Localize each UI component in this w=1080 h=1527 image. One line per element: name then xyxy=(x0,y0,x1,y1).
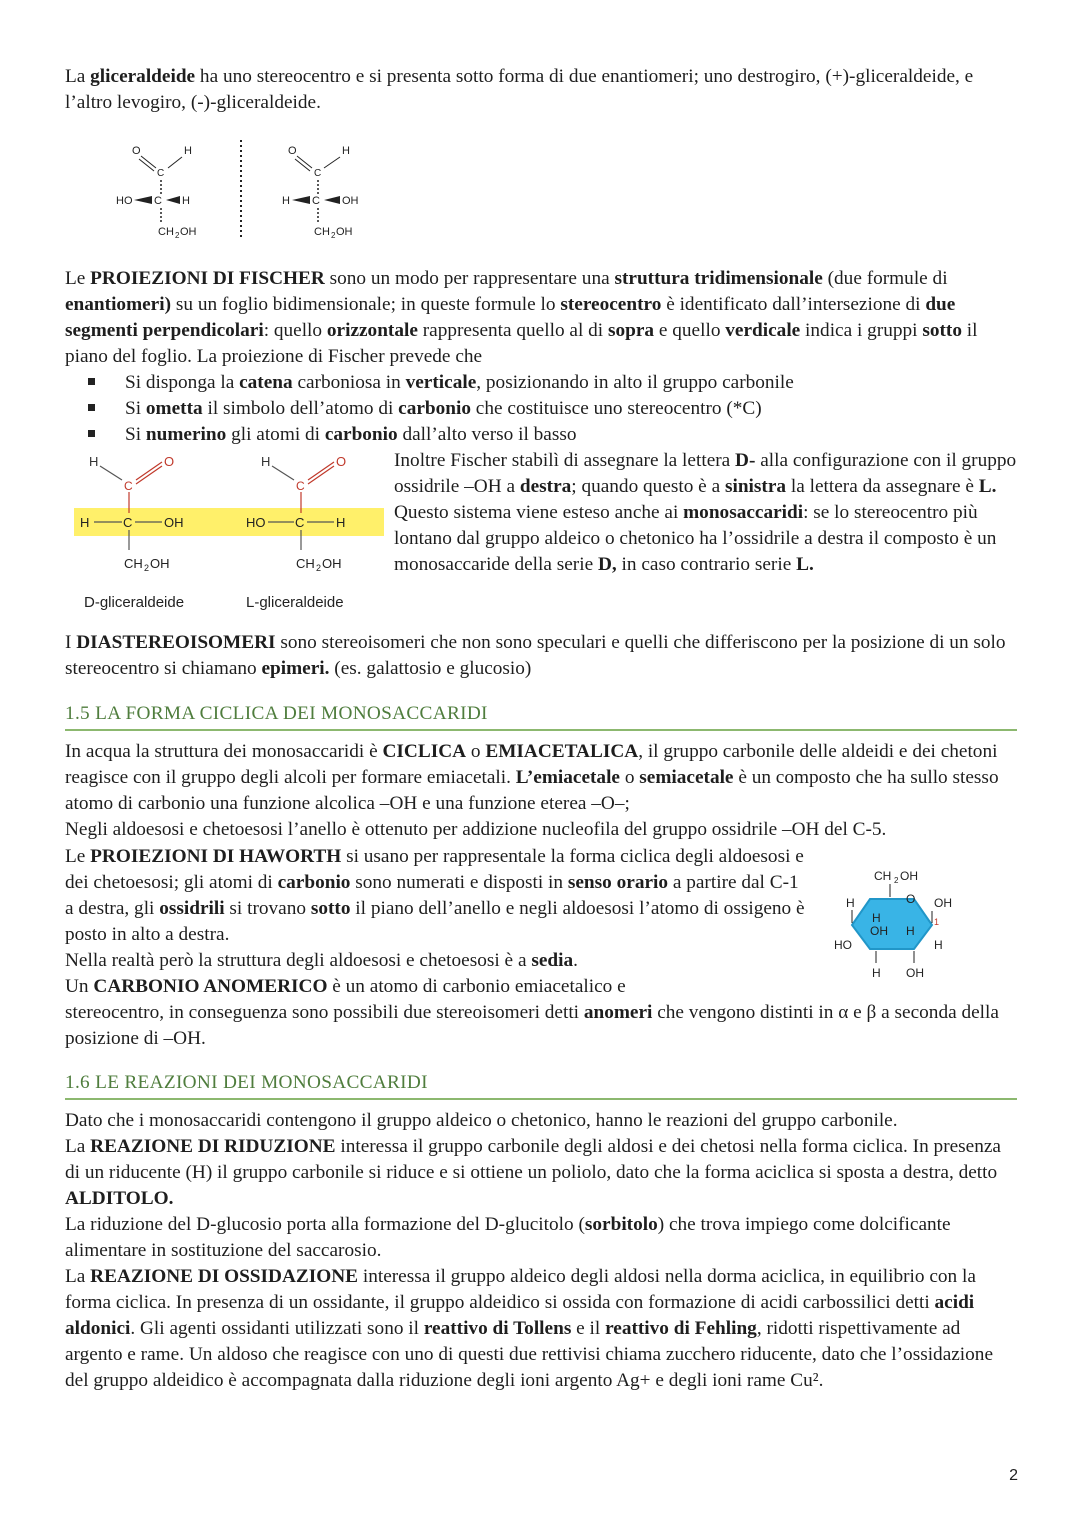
svg-text:OH: OH xyxy=(336,226,353,238)
text-run: e quello xyxy=(654,320,726,341)
text-run: ha uno stereocentro e si presenta sotto forma di due enantiomeri; uno destrogiro, (+)-gliceraldeide, e l’altro levogiro, (-)-gliceraldeide. xyxy=(65,66,974,113)
text-run: si trovano xyxy=(224,898,311,919)
bold-term: PROIEZIONI DI FISCHER xyxy=(90,268,325,289)
svg-text:OH: OH xyxy=(322,556,342,571)
text-run: Questo sistema viene esteso anche ai xyxy=(394,502,684,523)
bold-term: numerino xyxy=(145,424,227,445)
svg-text:CH: CH xyxy=(314,226,330,238)
bold-term: ossidrili xyxy=(159,898,225,919)
svg-text:OH: OH xyxy=(150,556,170,571)
text-run: interessa il gruppo carbonile degli aldosi e dei chetosi nella forma ciclica. In presenza di un riducente (H) il gruppo carbonile si riduce e si ottiene un poliolo, dato che la forma aciclica si sposta a destra, detto xyxy=(65,1136,1001,1183)
text-run: In acqua la struttura dei monosaccaridi è xyxy=(65,741,383,762)
bold-term: sorbitolo xyxy=(584,1214,658,1235)
svg-text:HO: HO xyxy=(834,938,852,952)
haworth-projection-figure xyxy=(830,865,960,985)
cyclic-form-text xyxy=(65,739,1020,843)
bold-term: carbonio xyxy=(277,872,351,893)
diastereoisomers-text xyxy=(65,630,1020,682)
svg-text:O: O xyxy=(336,454,347,469)
bold-term: destra xyxy=(519,476,572,497)
text-run: indica i gruppi xyxy=(800,320,923,341)
svg-text:CH: CH xyxy=(874,869,892,883)
bold-term: gliceraldeide xyxy=(90,66,196,87)
bold-term: carbonio xyxy=(398,398,471,419)
text-run: interessa il gruppo aldeico degli aldosi nella dorma aciclica, in equilibrio con la forma ciclica. In presenza di un ossidante, il gruppo aldeidico si ossida con formazione di acidi carbossilici detti xyxy=(65,1266,976,1313)
text-run: Si xyxy=(125,424,146,445)
svg-text:CH: CH xyxy=(124,556,143,571)
bold-term: verticale xyxy=(405,372,477,393)
text-run: rappresenta quello al di xyxy=(417,320,608,341)
bold-term: ometta xyxy=(145,398,203,419)
svg-text:C: C xyxy=(314,168,322,179)
text-run: sono stereoisomeri che non sono speculari e quelli che differiscono per la posizione di un solo stereocentro si chiamano xyxy=(65,632,1006,679)
text-run: è un composto che ha sullo stesso atomo di carbonio una funzione alcolica –OH e una funzione eterea –O–; Negli aldoesosi e chetoesosi l’anello è ottenuto per addizione nucleofila del gruppo ossidrile –OH del C-5. xyxy=(65,767,999,840)
bold-term: sopra xyxy=(607,320,655,341)
text-run: La xyxy=(65,66,91,87)
svg-text:O: O xyxy=(906,892,916,906)
bold-term: acidi aldonici xyxy=(65,1292,975,1339)
bold-term: PROIEZIONI DI HAWORTH xyxy=(90,846,342,867)
svg-text:H: H xyxy=(89,454,99,469)
svg-text:OH: OH xyxy=(900,869,918,883)
text-run: ; quando questo è a xyxy=(571,476,725,497)
text-run: . Gli agenti ossidanti utilizzati sono il xyxy=(130,1318,424,1339)
bold-term: D, xyxy=(597,554,617,575)
svg-text:O: O xyxy=(132,145,141,157)
text-run: : se lo stereocentro più lontano dal gruppo aldeico o chetonico ha l’ossidrile a destra il composto è un monosaccaride della serie xyxy=(394,502,997,575)
svg-text:OH: OH xyxy=(164,515,184,530)
svg-text:2: 2 xyxy=(894,876,899,885)
haworth-text xyxy=(65,844,805,1000)
svg-text:OH: OH xyxy=(870,924,888,938)
bold-term: reattivo di Fehling xyxy=(605,1318,757,1339)
text-run: . Un xyxy=(65,950,578,997)
bold-term: DIASTEREOISOMERI xyxy=(76,632,276,653)
bold-term: EMIACETALICA xyxy=(485,741,639,762)
svg-text:H: H xyxy=(872,911,881,925)
svg-text:H: H xyxy=(846,896,855,910)
text-run: ) che trova impiego come dolcificante alimentare in sostituzione del saccarosio. La xyxy=(65,1214,951,1287)
svg-text:C: C xyxy=(296,479,305,493)
text-run: che vengono distinti in α e β a seconda della posizione di –OH. xyxy=(65,1002,999,1049)
text-run: in caso contrario serie xyxy=(616,554,797,575)
text-run: Le xyxy=(65,268,91,289)
svg-text:OH: OH xyxy=(342,195,359,207)
bold-term: sotto xyxy=(922,320,962,341)
text-run: Si disponga la xyxy=(125,372,240,393)
svg-text:C: C xyxy=(312,195,320,207)
bold-term: REAZIONE DI OSSIDAZIONE xyxy=(90,1266,359,1287)
bold-term: epimeri. xyxy=(261,658,330,679)
svg-text:1: 1 xyxy=(934,917,940,927)
text-run: carboniosa in xyxy=(292,372,406,393)
text-run: gli atomi di xyxy=(226,424,325,445)
bold-term: due segmenti perpendicolari xyxy=(65,294,956,341)
fischer-dl-figure xyxy=(74,450,384,620)
text-run: stereocentro, in conseguenza sono possibili due stereoisomeri detti xyxy=(65,1002,584,1023)
svg-text:H: H xyxy=(342,145,350,157)
svg-text:H: H xyxy=(906,924,915,938)
text-run: (due formule di xyxy=(822,268,948,289)
text-run: o xyxy=(620,767,640,788)
svg-text:H: H xyxy=(872,966,881,980)
bold-term: L’emiacetale xyxy=(515,767,620,788)
text-run: sono numerati e disposti in xyxy=(350,872,568,893)
svg-text:O: O xyxy=(288,145,297,157)
bullet-item xyxy=(88,370,794,396)
section-heading-1-5: 1.5 LA FORMA CICLICA DEI MONOSACCARIDI xyxy=(65,703,1017,731)
svg-text:H: H xyxy=(80,515,90,530)
text-run: La riduzione del D-glucosio porta alla formazione del D-glucitolo ( xyxy=(65,1214,585,1235)
text-run: la lettera da assegnare è xyxy=(786,476,979,497)
bullet-square-icon xyxy=(88,404,95,411)
l-glyceraldehyde-label: L-gliceraldeide xyxy=(246,594,344,611)
svg-text:H: H xyxy=(184,145,192,157)
bold-term: D- xyxy=(735,450,756,471)
bold-term: stereocentro xyxy=(560,294,662,315)
bullet-square-icon xyxy=(88,430,95,437)
page-number: 2 xyxy=(1009,1467,1018,1484)
bold-term: reattivo di Tollens xyxy=(423,1318,572,1339)
text-run: Inoltre Fischer stabilì di assegnare la lettera xyxy=(394,450,736,471)
text-run: sono un modo per rappresentare una xyxy=(324,268,615,289)
dl-configuration-text xyxy=(394,448,1020,578)
text-run: o xyxy=(466,741,486,762)
svg-text:2: 2 xyxy=(316,563,322,573)
bold-term: semiacetale xyxy=(639,767,734,788)
text-run: è un atomo di carbonio emiacetalico e xyxy=(327,976,626,997)
text-run: e il xyxy=(571,1318,606,1339)
svg-text:C: C xyxy=(157,168,165,179)
text-run: a partire dal C-1 a destra, gli xyxy=(65,872,799,919)
svg-text:CH: CH xyxy=(158,226,174,238)
reactions-text xyxy=(65,1108,1020,1394)
bold-term: L. xyxy=(978,476,997,497)
svg-text:H: H xyxy=(336,515,346,530)
text-run: è identificato dall’intersezione di xyxy=(661,294,926,315)
bold-term: sedia xyxy=(531,950,574,971)
svg-text:HO: HO xyxy=(246,515,266,530)
text-run: (es. galattosio e glucosio) xyxy=(329,658,532,679)
svg-text:C: C xyxy=(123,515,133,530)
bold-term: ALDITOLO. xyxy=(65,1188,174,1209)
svg-text:C: C xyxy=(295,515,305,530)
bold-term: REAZIONE DI RIDUZIONE xyxy=(90,1136,336,1157)
text-run: Le xyxy=(65,846,91,867)
text-run: dall’alto verso il basso xyxy=(397,424,577,445)
text-run: che costituisce uno stereocentro (*C) xyxy=(470,398,762,419)
text-run: alla configurazione con il gruppo ossidrile –OH a xyxy=(394,450,1017,497)
text-run: su un foglio bidimensionale; in queste formule lo xyxy=(171,294,561,315)
bold-term: enantiomeri) xyxy=(65,294,172,315)
svg-text:2: 2 xyxy=(331,231,336,240)
haworth-ring xyxy=(852,899,932,949)
bullet-square-icon xyxy=(88,378,95,385)
svg-text:OH: OH xyxy=(180,226,197,238)
text-run: il simbolo dell’atomo di xyxy=(202,398,399,419)
svg-text:CH: CH xyxy=(296,556,315,571)
bold-term: sinistra xyxy=(724,476,787,497)
svg-text:H: H xyxy=(934,938,943,952)
bold-term: catena xyxy=(239,372,293,393)
text-run: Si xyxy=(125,398,146,419)
bullet-item xyxy=(88,422,577,448)
svg-text:OH: OH xyxy=(906,966,924,980)
bold-term: struttura tridimensionale xyxy=(614,268,823,289)
bold-term: carbonio xyxy=(324,424,398,445)
bold-term: CICLICA xyxy=(382,741,467,762)
bold-term: sotto xyxy=(310,898,351,919)
bold-term: monosaccaridi xyxy=(683,502,804,523)
text-run: , il gruppo carbonile delle aldeidi e dei chetoni reagisce con il gruppo degli alcoli per formare emiacetali. xyxy=(65,741,998,788)
bold-term: CARBONIO ANOMERICO xyxy=(93,976,328,997)
svg-text:2: 2 xyxy=(175,231,180,240)
bold-term: verdicale xyxy=(725,320,801,341)
glyceraldehyde-enantiomers-figure xyxy=(110,140,380,245)
svg-text:H: H xyxy=(182,195,190,207)
svg-text:H: H xyxy=(261,454,271,469)
text-run: , posizionando in alto il gruppo carbonile xyxy=(476,372,794,393)
svg-text:H: H xyxy=(282,195,290,207)
text-run: , ridotti rispettivamente ad argento e rame. Un aldoso che reagisce con uno di questi due rettivisi chiama zucchero riducente, dato che l’ossidazione del gruppo aldeidico è accompagnata dalla riduzione degli ioni argento Ag+ e degli ioni rame Cu². xyxy=(65,1318,994,1391)
text-run: si usano per rappresentale la forma ciclica degli aldoesosi e dei chetoesosi; gli atomi di xyxy=(65,846,804,893)
text-run: I xyxy=(65,632,77,653)
fischer-intro xyxy=(65,266,1020,370)
svg-text:HO: HO xyxy=(116,195,133,207)
svg-text:OH: OH xyxy=(934,896,952,910)
text-run: Dato che i monosaccaridi contengono il gruppo aldeico o chetonico, hanno le reazioni del gruppo carbonile. La xyxy=(65,1110,898,1157)
text-run: : quello xyxy=(263,320,327,341)
svg-text:O: O xyxy=(164,454,175,469)
bold-term: L. xyxy=(796,554,814,575)
bold-term: orizzontale xyxy=(326,320,418,341)
anomers-text xyxy=(65,1000,1020,1052)
bullet-item xyxy=(88,396,762,422)
text-run: il piano del foglio. La proiezione di Fischer prevede che xyxy=(65,320,978,367)
svg-text:C: C xyxy=(124,479,133,493)
text-run: il piano dell’anello e negli aldoesosi l’atomo di ossigeno è posto in alto a destra. Nella realtà però la struttura degli aldoesosi e chetoesosi è a xyxy=(65,898,805,971)
bold-term: anomeri xyxy=(583,1002,653,1023)
section-heading-1-6: 1.6 LE REAZIONI DEI MONOSACCARIDI xyxy=(65,1072,1017,1100)
d-glyceraldehyde-label: D-gliceraldeide xyxy=(84,594,185,611)
svg-text:2: 2 xyxy=(144,563,150,573)
glyceraldehyde-intro xyxy=(65,64,1020,116)
bold-term: senso orario xyxy=(567,872,669,893)
svg-text:C: C xyxy=(154,195,162,207)
